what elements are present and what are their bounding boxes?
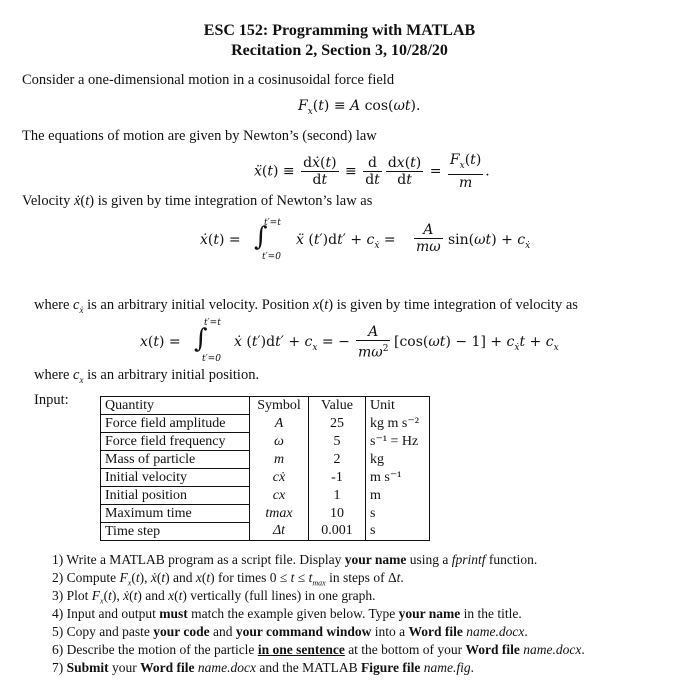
task-5: 5) Copy and paste your code and your command window into a Word file name.docx. [52,624,528,639]
table-row [101,451,430,469]
intro-line-5: where $c_x$ is an arbitrary initial position. [34,367,260,385]
velocity-integral-equation: ẋ(t) = ∫ t′=t t′=0 ẍ $(t')dt' + c_ẋ$ = $\frac{A}{m\omega}$ $\sin(\omega t) + c_ẋ$ [200,218,531,262]
input-label: Input: [34,392,69,408]
where-text-1: where [34,297,70,313]
intro-line-2: The equations of motion are given by Newton’s (second) law [22,128,377,144]
task-4: 4) Input and output must match the example given below. Type your name in the title. [52,606,522,621]
initial-position-text: is an arbitrary initial position. [87,367,260,383]
initial-velocity-text: is an arbitrary initial velocity. Position [87,297,310,313]
symbol-cell: tmax [250,505,309,523]
unit-cell: m [366,487,430,505]
table-row [101,487,430,505]
unit-cell: s [366,505,430,523]
table-row [101,433,430,451]
symbol-cell: Δt [250,523,309,541]
document-subtitle: Recitation 2, Section 3, 10/28/20 [231,42,448,59]
quantity-cell: Force field amplitude [101,415,250,433]
quantity-cell: Mass of particle [101,451,250,469]
symbol-cell: m [250,451,309,469]
header-symbol: Symbol [250,397,309,415]
unit-cell: s [366,523,430,541]
intro-line-3: Velocity ẋ(t) is given by time integration of Newton’s law as [22,193,373,209]
quantity-cell: Maximum time [101,505,250,523]
intro-line-1: Consider a one-dimensional motion in a cosinusoidal force field [22,72,395,88]
task-6: 6) Describe the motion of the particle in one sentence at the bottom of your Word file name.docx. [52,642,585,657]
table-row [101,469,430,487]
quantity-cell: Force field frequency [101,433,250,451]
symbol-cell: ω [250,433,309,451]
quantity-cell: Time step [101,523,250,541]
table-header-row [101,397,430,415]
value-cell: 0.001 [309,523,366,541]
where-text-2: where [34,367,70,383]
intro-line-4: where $c_ẋ$ is an arbitrary initial velocity. Position x(t) is given by time integration of velocity as [34,297,578,315]
symbol-cell: cx [250,487,309,505]
table-row [101,523,430,541]
quantity-cell: Initial velocity [101,469,250,487]
task-2: 2) Compute $F_x(t)$, ẋ(t) and x(t) for times $0 \le t \le t_{max}$ in steps of Δt. [52,570,404,588]
input-table [100,396,430,541]
value-cell: 1 [309,487,366,505]
value-cell: 5 [309,433,366,451]
header-unit: Unit [366,397,430,415]
task-3: 3) Plot $F_x(t)$, ẋ(t) and x(t) vertically (full lines) in one graph. [52,588,376,606]
table-row [101,415,430,433]
value-cell: -1 [309,469,366,487]
header-quantity: Quantity [101,397,250,415]
document-title: ESC 152: Programming with MATLAB [203,22,476,39]
quantity-cell: Initial position [101,487,250,505]
value-cell: 25 [309,415,366,433]
position-text: is given by time integration of velocity as [336,297,578,313]
unit-cell: kg m s⁻² [366,415,430,433]
unit-cell: s⁻¹ = Hz [366,433,430,451]
value-cell: 2 [309,451,366,469]
symbol-cell: cẋ [250,469,309,487]
unit-cell: kg [366,451,430,469]
task-7: 7) Submit your Word file name.docx and the MATLAB Figure file name.fig. [52,660,474,675]
velocity-text-pre: Velocity [22,193,71,209]
symbol-cell: A [250,415,309,433]
force-field-equation: $F_x(t) \equiv A$ cos(ωt). [298,98,421,117]
velocity-text-post: is given by time integration of Newton’s law as [97,193,373,209]
task-1: 1) Write a MATLAB program as a script file. Display your name using a fprintf function. [52,552,538,567]
header-value: Value [309,397,366,415]
unit-cell: m s⁻¹ [366,469,430,487]
value-cell: 10 [309,505,366,523]
newton-law-equation: ẍ(t) ≡ $\frac{\text{dẋ(t)}}{dt}$ ≡ $\frac{d}{dt}$ $\frac{dx(t)}{dt}$ = $\frac{F_x(t)}{m}$ . [254,152,490,191]
position-integral-equation: x(t) = ∫ t′=t t′=0 ẋ $(t')dt' + c_x$ = − $\frac{A}{m\omega^2}$ $[\cos(\omega t) - 1] + c_ẋt + c_x$ [140,318,559,364]
table-row [101,505,430,523]
